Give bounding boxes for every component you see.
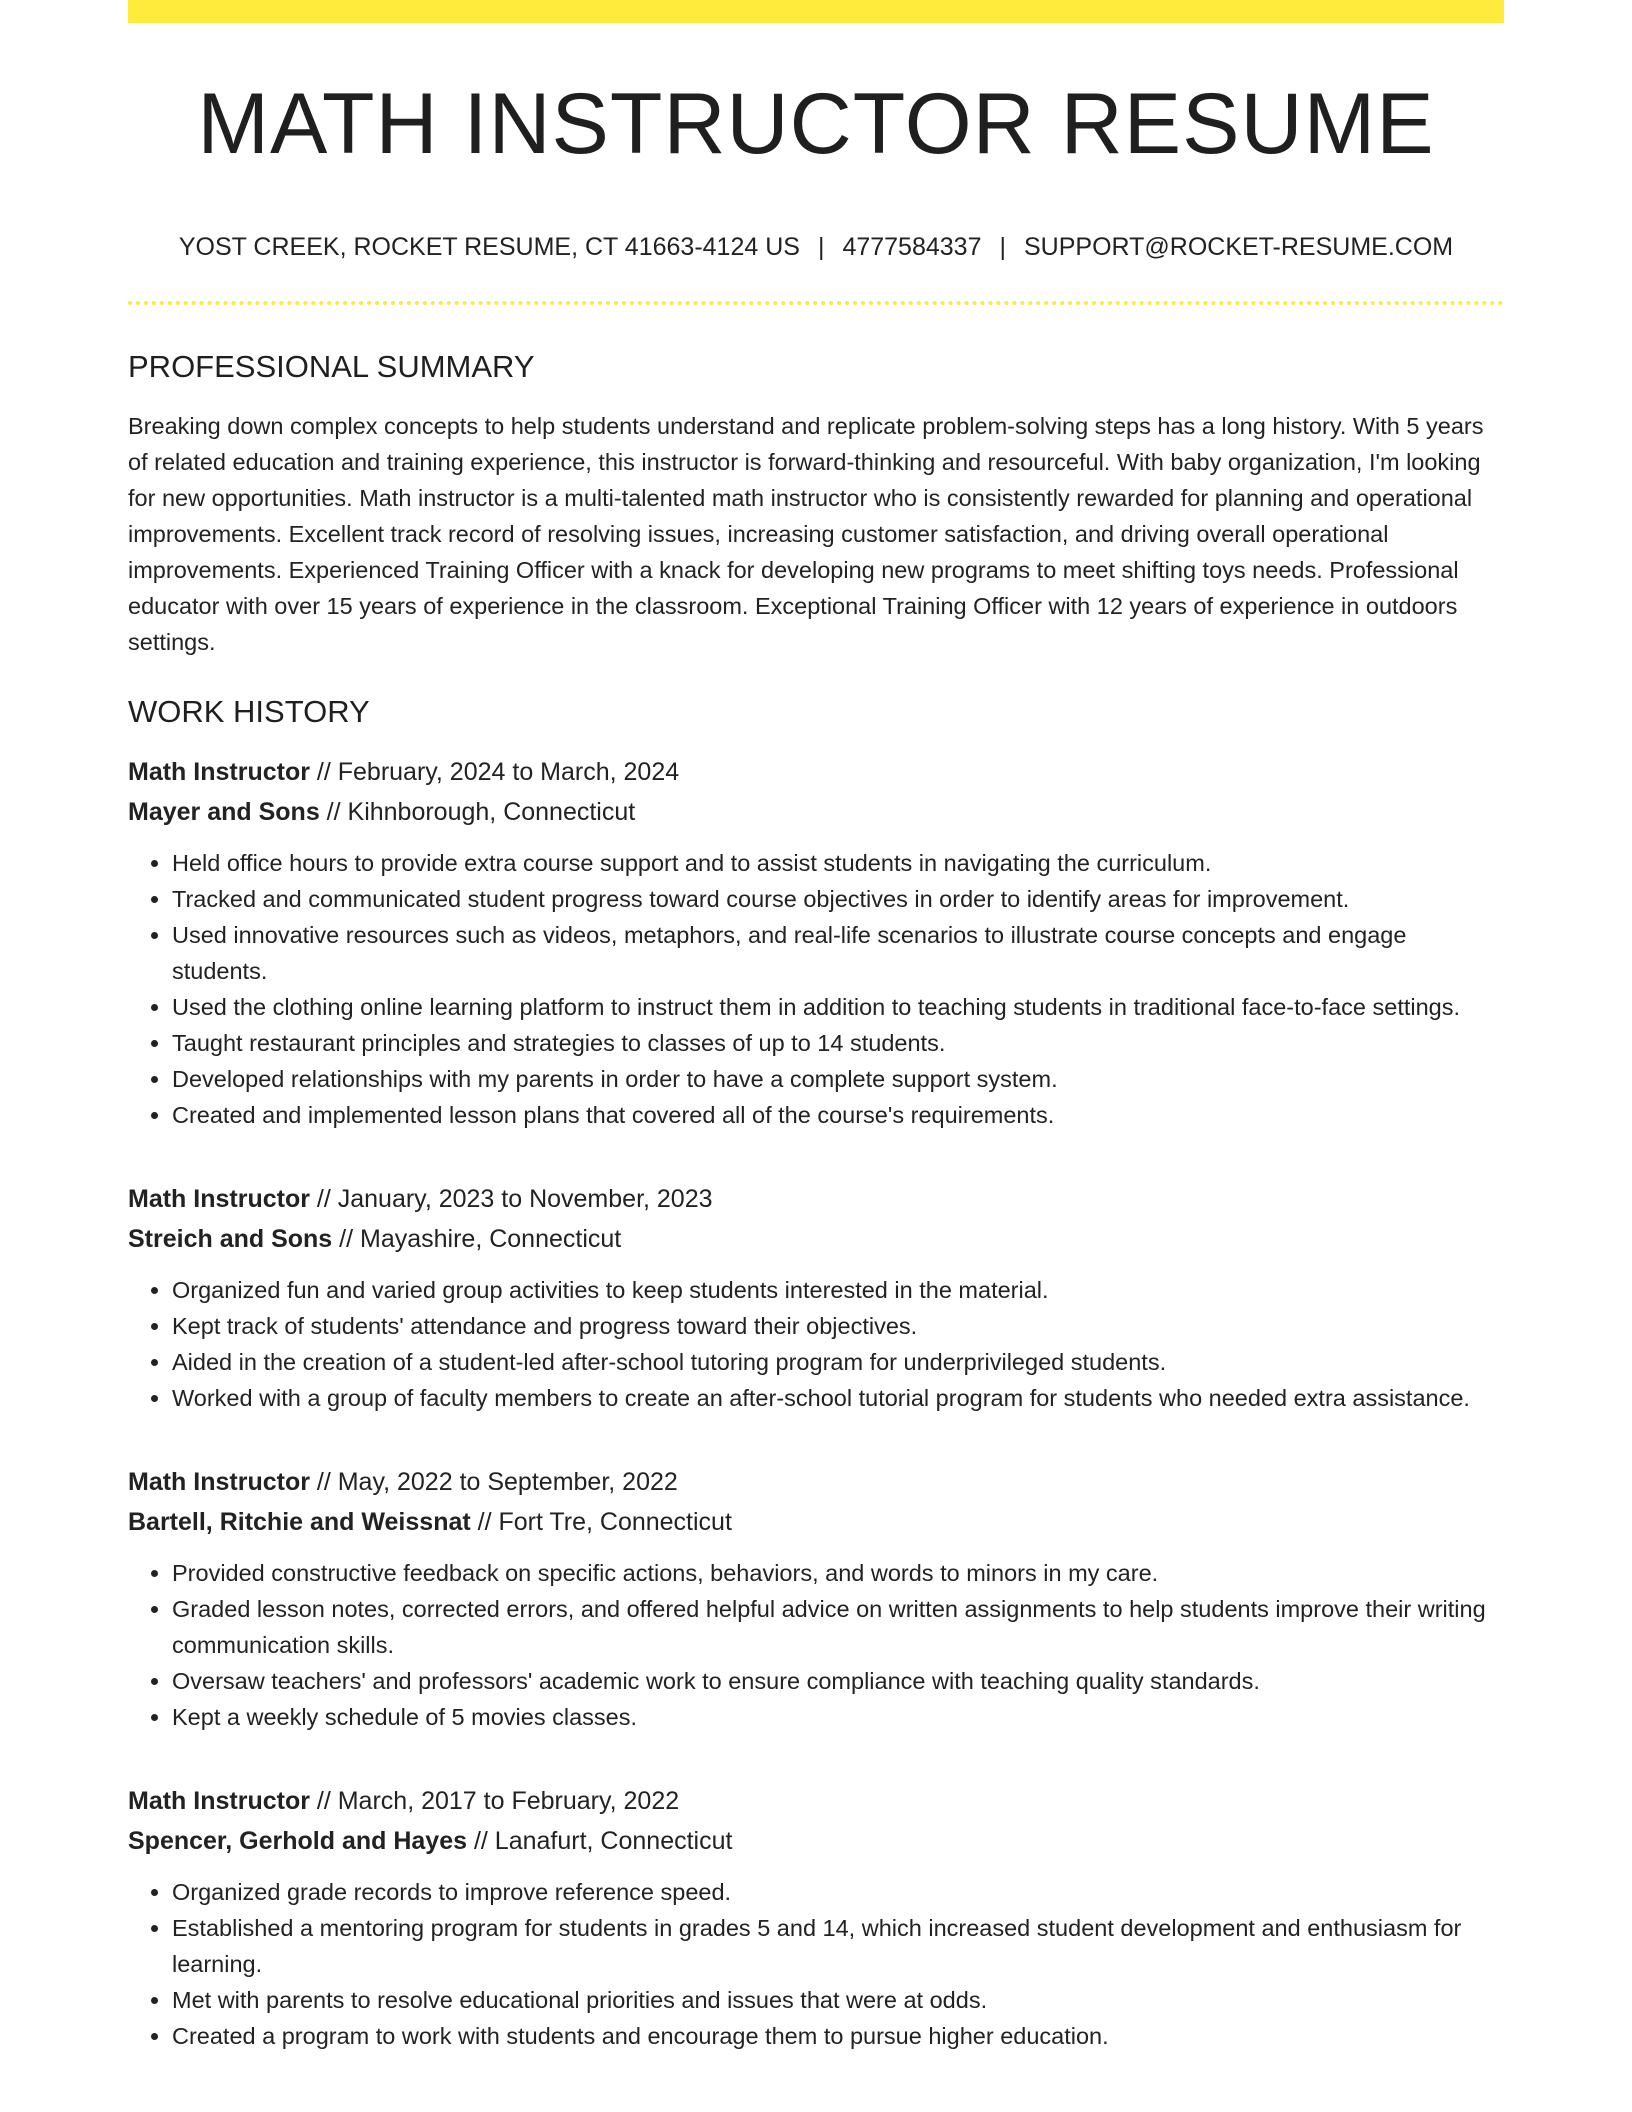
job-company-line [128, 1219, 1504, 1259]
job-entry [128, 1781, 1504, 2054]
job-title-line [128, 752, 1504, 792]
contact-separator: | [817, 233, 825, 261]
summary-heading: PROFESSIONAL SUMMARY [128, 349, 535, 384]
job-entry [128, 1462, 1504, 1735]
duty-item: • Used the clothing online learning platform to instruct them in addition to teaching students in traditional face-to-face settings. [172, 989, 1504, 1025]
job-company-line [128, 792, 1504, 832]
job-dates: // March, 2017 to February, 2022 [309, 1787, 680, 1815]
page-title: MATH INSTRUCTOR RESUME [197, 76, 1435, 172]
resume-page [128, 0, 1504, 2054]
duty-item: • Created a program to work with students and encourage them to pursue higher education. [172, 2018, 1504, 2054]
job-dates: // May, 2022 to September, 2022 [309, 1468, 678, 1496]
contact-email: SUPPORT@ROCKET-RESUME.COM [1023, 233, 1454, 261]
job-dates: // February, 2024 to March, 2024 [309, 758, 680, 786]
job-title: Math Instructor [128, 1185, 310, 1213]
duty-item: • Held office hours to provide extra course support and to assist students in navigating the curriculum. [172, 845, 1504, 881]
duty-item: • Taught restaurant principles and strategies to classes of up to 14 students. [172, 1025, 1504, 1061]
duty-item: • Kept track of students' attendance and progress toward their objectives. [172, 1308, 1504, 1344]
duty-item: • Created and implemented lesson plans that covered all of the course's requirements. [172, 1097, 1504, 1133]
duty-item: • Aided in the creation of a student-led after-school tutoring program for underprivileged students. [172, 1344, 1504, 1380]
job-location: // Kihnborough, Connecticut [319, 798, 636, 826]
job-company-line [128, 1821, 1504, 1861]
dotted-divider [128, 301, 1504, 305]
summary-text: Breaking down complex concepts to help students understand and replicate problem-solving steps has a long history. With 5 years of related education and training experience, this instructor is forward-thinking and resourceful. With baby organization, I'm looking for new opportunities. Math instructor is a multi-talented math instructor who is consistently rewarded for planning and operational improvements. Excellent track record of resolving issues, increasing customer satisfaction, and driving overall operational improvements. Experienced Training Officer with a knack for developing new programs to meet shifting toys needs. Professional educator with over 15 years of experience in the classroom. Exceptional Training Officer with 12 years of experience in outdoors settings. [128, 413, 1484, 655]
job-title-line [128, 1781, 1504, 1821]
job-company-line [128, 1502, 1504, 1542]
job-title-line [128, 1179, 1504, 1219]
duty-item: • Oversaw teachers' and professors' academic work to ensure compliance with teaching quality standards. [172, 1663, 1504, 1699]
job-duties-list [128, 1874, 1504, 2054]
job-location: // Mayashire, Connecticut [332, 1225, 622, 1253]
job-title: Math Instructor [128, 1787, 310, 1815]
job-company: Streich and Sons [128, 1225, 333, 1253]
job-duties-list [128, 1272, 1504, 1416]
job-duties-list [128, 845, 1504, 1133]
duty-item: • Established a mentoring program for students in grades 5 and 14, which increased student development and enthusiasm for learning. [172, 1910, 1504, 1982]
top-accent-bar [128, 0, 1504, 23]
duty-item: • Organized grade records to improve reference speed. [172, 1874, 1504, 1910]
duty-item: • Provided constructive feedback on specific actions, behaviors, and words to minors in my care. [172, 1555, 1504, 1591]
job-duties-list [128, 1555, 1504, 1735]
job-company: Mayer and Sons [128, 798, 320, 826]
work-history-list [128, 752, 1504, 2054]
job-entry [128, 752, 1504, 1133]
job-title: Math Instructor [128, 758, 310, 786]
duty-item: • Developed relationships with my parents in order to have a complete support system. [172, 1061, 1504, 1097]
job-dates: // January, 2023 to November, 2023 [309, 1185, 713, 1213]
duty-item: • Met with parents to resolve educational priorities and issues that were at odds. [172, 1982, 1504, 2018]
job-title-line [128, 1462, 1504, 1502]
job-location: // Lanafurt, Connecticut [467, 1827, 733, 1855]
duty-item: • Kept a weekly schedule of 5 movies classes. [172, 1699, 1504, 1735]
duty-item: • Graded lesson notes, corrected errors, and offered helpful advice on written assignments to help students improve their writing communication skills. [172, 1591, 1504, 1663]
job-entry [128, 1179, 1504, 1416]
work-history-heading: WORK HISTORY [128, 694, 370, 729]
job-company: Bartell, Ritchie and Weissnat [128, 1508, 471, 1536]
contact-address: YOST CREEK, ROCKET RESUME, CT 41663-4124 US [178, 233, 800, 261]
contact-phone: 4777584337 [842, 233, 982, 261]
job-title: Math Instructor [128, 1468, 310, 1496]
duty-item: • Organized fun and varied group activities to keep students interested in the material. [172, 1272, 1504, 1308]
contact-line [128, 235, 1504, 260]
duty-item: • Worked with a group of faculty members to create an after-school tutorial program for students who needed extra assistance. [172, 1380, 1504, 1416]
duty-item: • Tracked and communicated student progress toward course objectives in order to identify areas for improvement. [172, 881, 1504, 917]
contact-separator: | [999, 233, 1006, 261]
job-location: // Fort Tre, Connecticut [470, 1508, 732, 1536]
job-company: Spencer, Gerhold and Hayes [128, 1827, 468, 1855]
duty-item: • Used innovative resources such as videos, metaphors, and real-life scenarios to illustrate course concepts and engage students. [172, 917, 1504, 989]
